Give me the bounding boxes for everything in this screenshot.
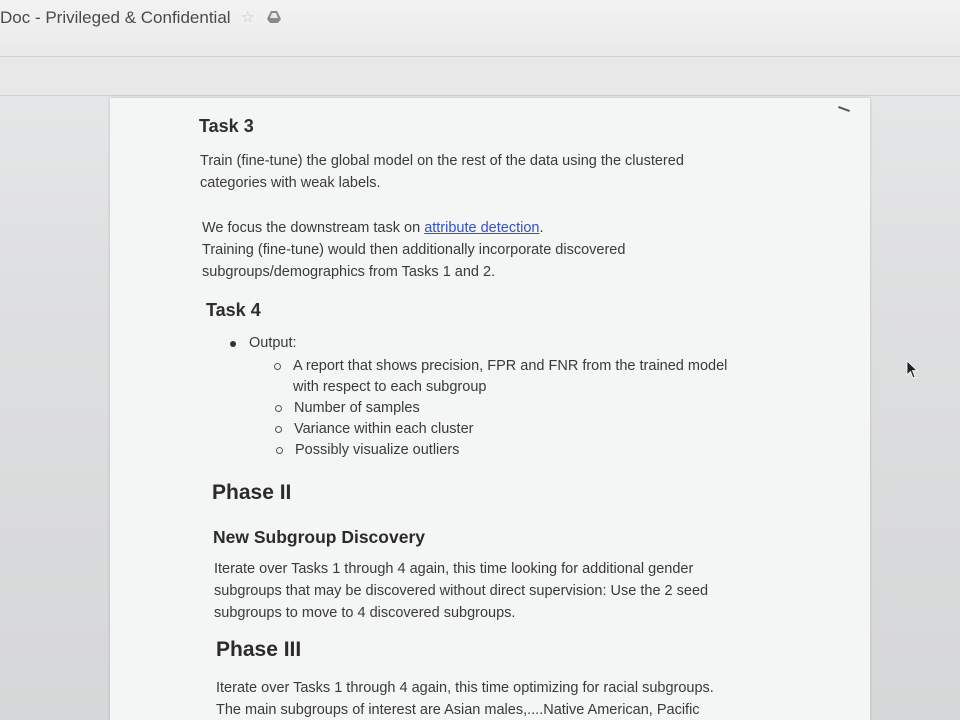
- sub-bullet-marker: [274, 363, 281, 370]
- mouse-pointer-icon: [906, 360, 920, 380]
- sub-item-report: A report that shows precision, FPR and FNR from the trained model: [293, 358, 728, 374]
- task3-paragraph-2: [202, 217, 625, 283]
- phase3-line2: The main subgroups of interest are Asian males,....Native American, Pacific: [216, 702, 700, 718]
- task3-para2-line3: subgroups/demographics from Tasks 1 and 2.: [202, 264, 496, 280]
- document-title[interactable]: Doc - Privileged & Confidential: [0, 8, 231, 27]
- phase2-line2: subgroups that may be discovered without direct supervision: Use the 2 seed: [214, 583, 709, 599]
- phase3-paragraph: [216, 677, 714, 720]
- drive-icon[interactable]: [266, 9, 282, 25]
- attribute-detection-link[interactable]: attribute detection: [424, 220, 540, 236]
- title-bar: [0, 0, 960, 57]
- sub-bullet-marker: [275, 426, 282, 433]
- sub-item-variance: Variance within each cluster: [294, 421, 474, 437]
- phase3-line1: Iterate over Tasks 1 through 4 again, this time optimizing for racial subgroups.: [216, 680, 714, 696]
- phase3-heading: Phase III: [216, 638, 302, 661]
- output-bullet-label: Output:: [249, 335, 297, 351]
- task3-paragraph-1: [200, 150, 684, 194]
- task3-para1-line2: categories with weak labels.: [200, 175, 381, 191]
- star-icon[interactable]: ☆: [241, 9, 255, 26]
- task3-para2-prefix: We focus the downstream task on: [202, 220, 425, 236]
- phase2-line3: subgroups to move to 4 discovered subgroups.: [214, 605, 516, 621]
- task3-heading: Task 3: [199, 116, 254, 136]
- bullet-marker: [230, 341, 236, 347]
- toolbar: [0, 57, 960, 96]
- task3-para2-suffix: .: [539, 220, 544, 236]
- phase2-heading: Phase II: [212, 481, 292, 504]
- phase2-paragraph: [214, 558, 708, 624]
- task3-para1-line1: Train (fine-tune) the global model on the rest of the data using the clustered: [200, 153, 684, 169]
- task4-heading: Task 4: [206, 300, 261, 320]
- task3-para2-line2: Training (fine-tune) would then additionally incorporate discovered: [202, 242, 626, 258]
- sub-bullet-marker: [275, 405, 282, 412]
- phase2-line1: Iterate over Tasks 1 through 4 again, this time looking for additional gender: [214, 561, 694, 577]
- sub-bullet-marker: [276, 447, 283, 454]
- task3-para2-line1: [202, 217, 625, 239]
- sub-item-outliers: Possibly visualize outliers: [295, 442, 460, 458]
- sub-item-samples: Number of samples: [294, 400, 420, 416]
- phase2-subheading: New Subgroup Discovery: [213, 527, 425, 547]
- sub-item-report-cont: with respect to each subgroup: [293, 379, 487, 395]
